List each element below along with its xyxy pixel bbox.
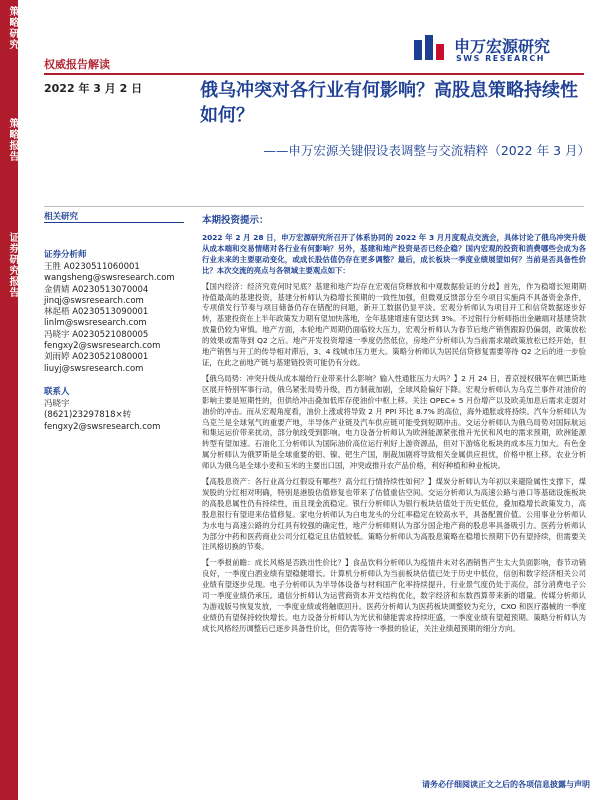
side-label-strategy-report: 策略报告	[7, 118, 18, 162]
contact-email[interactable]: fengxy2@swsresearch.com	[44, 421, 161, 432]
analyst-email[interactable]: jinqj@swsresearch.com	[44, 295, 144, 306]
contact-phone: (8621)23297818×转	[44, 410, 132, 421]
contact-heading: 联系人	[44, 386, 70, 397]
related-research-rule	[44, 222, 184, 223]
analyst-email[interactable]: wangsheng@swsresearch.com	[44, 273, 175, 284]
side-label-securities-report: 证券研究报告	[7, 232, 18, 298]
analyst-email[interactable]: linlm@swsresearch.com	[44, 318, 147, 329]
section-divider	[44, 206, 584, 207]
report-body	[202, 233, 586, 768]
section-title: 本期投资提示：	[202, 215, 269, 226]
analyst-email[interactable]: fengxy2@swsresearch.com	[44, 341, 161, 352]
analyst-line: 刘雨婷 A0230521080001	[44, 352, 149, 363]
analyst-panel	[44, 248, 194, 433]
logo-mark-icon	[412, 32, 448, 62]
report-tag: 权威报告解读	[44, 58, 110, 71]
page-title: 俄乌冲突对各行业有何影响？高股息策略持续性如何？	[200, 80, 578, 126]
analyst-line: 金倩婧 A0230513070004	[44, 284, 149, 295]
contact-name: 冯晓宇	[44, 398, 70, 409]
analyst-line: 林起梧 A0230513090001	[44, 307, 149, 318]
brand-logo	[412, 32, 592, 72]
related-research-heading: 相关研究	[44, 212, 79, 222]
page-subtitle: ——申万宏源关键假设表调整与交流精粹（2022 年 3 月）	[263, 143, 590, 158]
disclaimer-footer: 请务必仔细阅读正文之后的各项信息披露与声明	[422, 780, 590, 789]
report-date: 2022 年 3 月 2 日	[44, 82, 143, 95]
body-paragraph-russia-ukraine: 【俄乌局势：冲突升级从成本端给行业带来什么影响？输入性通胀压力大吗？】2 月 24 日，普京授权俄军在顿巴斯地区展开特别军事行动，俄乌紧张局势升级，西方制裁加剧，全球风险偏好下降。宏观分析师认为乌克兰事件对油价的影响主要是短期性的，但供给冲击叠加低库存使油价中枢上移。关注 OPEC+ 5 月份增产以及欧美加息后需求走弱对油价的冲击。而从宏观角度看，油价上涨或将导致 2 月 PPI 环比 8.7% 的高位，海外通胀或将持续。汽车分析师认为乌克兰是全球氖气的重要产地，半导体产业链及汽车供应链可能受到短期冲击。交运分析师认为俄乌局势对国际航运和集运运价带来扰动，部分航线受到影响。电力设备分析师认为欧洲能源紧张推升光伏和风电的需求预期，欧洲能源转型有望加速。石油化工分析师认为国际油价高位运行利好上游资源品，但对下游炼化板块的成本压力加大。有色金属分析师认为俄罗斯是全球重要的铝、镍、钯生产国，制裁加剧将导致相关金属供应担忧，价格中枢上移。农业分析师认为俄乌是全球小麦和玉米的主要出口国，冲突或推升农产品价格，利好种植和种业板块。	[202, 373, 586, 471]
body-paragraph-dividend: 【高股息资产：各行业高分红假设有哪些？高分红行情持续性如何？】煤炭分析师认为年初以来避险属性支撑下，煤炭股的分红相对明确，特别是港股估值修复也带来了估值重估空间。交运分析师认为高速公路与港口等基础设施板块的高股息属性仍有持续性，而且现金流稳定。银行分析师认为银行板块估值处于历史低位，叠加稳增长政策发力，高股息银行有望迎来估值修复。家电分析师认为白电龙头的分红率稳定在较高水平，具备配置价值。公用事业分析师认为水电与高速公路的分红具有较强的确定性，地产分析师则认为部分国企地产商的股息率具备吸引力。医药分析师认为部分中药和医药商业公司分红稳定且估值较低。策略分析师认为高股息策略在稳增长预期下仍有望持续，但需要关注风格切换的节奏。	[202, 477, 586, 552]
analyst-line: 王胜 A0230511060001	[44, 262, 140, 272]
logo-text-en: SWS RESEARCH	[456, 54, 545, 63]
analyst-email[interactable]: liuyj@swsresearch.com	[44, 363, 144, 374]
side-strip	[0, 0, 18, 800]
analyst-line: 冯晓宇 A0230521080005	[44, 329, 149, 340]
side-label-strategy-research: 策略研究	[7, 6, 18, 50]
logo-text-cn: 申万宏源研究	[454, 37, 551, 56]
body-paragraph-economy: 【国内经济：经济究竟何时见底？基建和地产均存在宏观信贷释放和中观数据验证的分歧】首先，作为稳增长短期期待值最高的基建投资，基建分析师认为稳增长预期的一致性加强，但微观反馈部分至今项目实施尚不具备资金条件，专项债发行节奏与项目储备仍存在错配的问题，新开工数据仍显平淡。宏观分析师认为项目开工和信贷数据逐步好转，基建投资在上半年政策发力期有望加快落地，全年基建增速有望达到 3%。不过银行分析师指出金融端对基建贷款放量仍较为审慎。地产方面，本轮地产周期仍面临较大压力，宏观分析师认为春节后地产销售跟踪仍偏弱，政策放松的效果或需等到 Q2 之后。地产开发投资增速一季度仍然低位，房地产分析师认为当前需求端政策放松已经开始，但地产销售与开工的传导相对滞后，3、4 线城市压力更大。策略分析师认为居民信贷修复需要等待 Q2 之后的进一步验证，在此之前地产链与基建链投资可能仍有分歧。	[202, 281, 586, 367]
analysts-heading: 证券分析师	[44, 250, 87, 260]
header-rule	[44, 73, 584, 75]
intro-paragraph: 2022 年 2 月 28 日，申万宏源研究所召开了体系协同的 2022 年 3 月月度观点交流会，具体讨论了俄乌冲突升级从成本端和交易情绪对各行业有何影响？另外，基建和地产投资是否已经企稳？国内宏观的投资和消费哪些会成为各行业未来的主要驱动变化，或成长股估值仍存在更多调整？最后，成长板块一季度业绩展望如何？当前是否具备性价比？本次交流的亮点与各领域主要观点如下：	[202, 233, 586, 275]
body-paragraph-q1-preview: 【一季报前瞻：成长风格是否跌出性价比？】食品饮料分析师认为疫情并未对名酒销售产生太大负面影响，春节动销良好，一季度白酒业绩有望稳健增长。计算机分析师认为当前板块估值已处于历史中低位，信创和数字经济相关公司业绩有望逐步兑现。电子分析师认为半导体设备与材料国产化率持续提升，行业景气度仍处于高位，部分消费电子公司一季度业绩仍承压。通信分析师认为运营商资本开支结构优化，数字经济和东数西算带来新的增量。传媒分析师认为游戏版号恢复发放，一季度业绩或将触底回升。医药分析师认为医药板块调整较为充分，CXO 和医疗器械的一季度业绩仍有望保持较快增长。电力设备分析师认为光伏和储能需求持续旺盛，一季度业绩有望超预期。策略分析师认为成长风格经历调整后已逐步具备性价比，但仍需等待一季报的验证，关注业绩超预期的细分方向。	[202, 558, 586, 633]
